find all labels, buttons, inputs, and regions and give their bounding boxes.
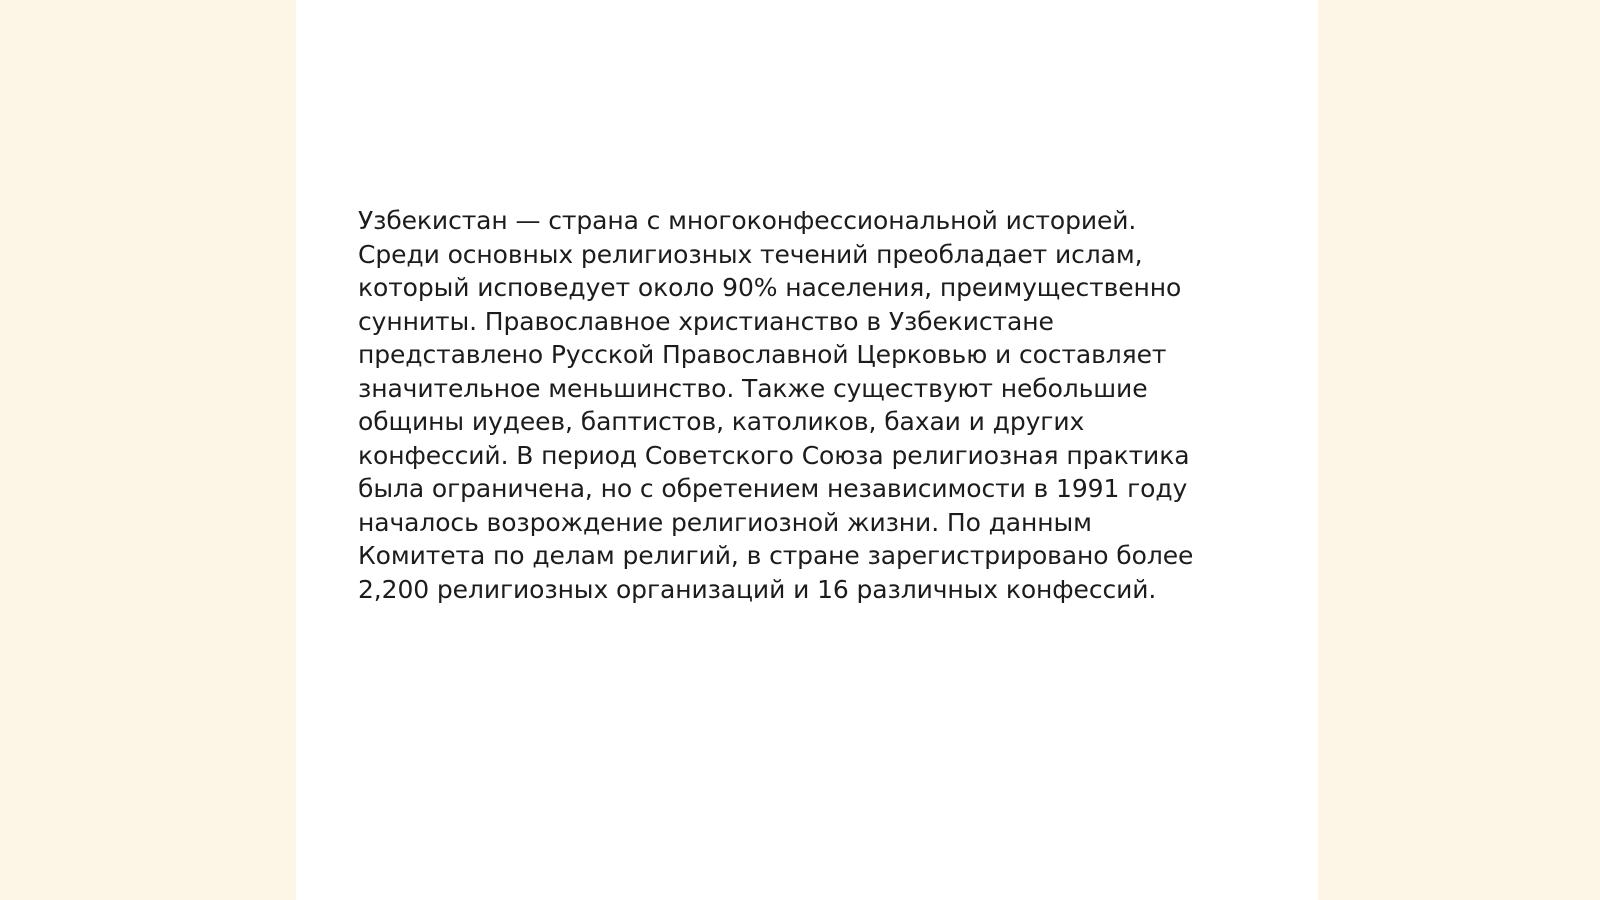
text-line: который исповедует около 90% населения, преимущественно (358, 273, 1182, 302)
body-text (358, 204, 1258, 606)
text-line: Узбекистан — страна с многоконфессиональной историей. (358, 206, 1137, 235)
text-line: 2,200 религиозных организаций и 16 различных конфессий. (358, 574, 1157, 604)
text-line: значительное меньшинство. Также существуют небольшие (358, 373, 1148, 403)
text-line: представлено Русской Православной Церковью и составляет (358, 340, 1167, 369)
text-line: Среди основных религиозных течений преобладает ислам, (358, 239, 1143, 269)
text-line: Комитета по делам религий, в стране зарегистрировано более (358, 541, 1194, 570)
text-line: конфессий. В период Советского Союза религиозная практика (358, 440, 1190, 470)
text-line: сунниты. Православное христианство в Узбекистане (358, 306, 1054, 336)
slide-panel (296, 0, 1318, 900)
text-line: была ограничена, но с обретением независимости в 1991 году (358, 474, 1188, 503)
text-line: началось возрождение религиозной жизни. По данным (358, 507, 1092, 537)
text-line: общины иудеев, баптистов, католиков, бахаи и других (358, 407, 1085, 436)
